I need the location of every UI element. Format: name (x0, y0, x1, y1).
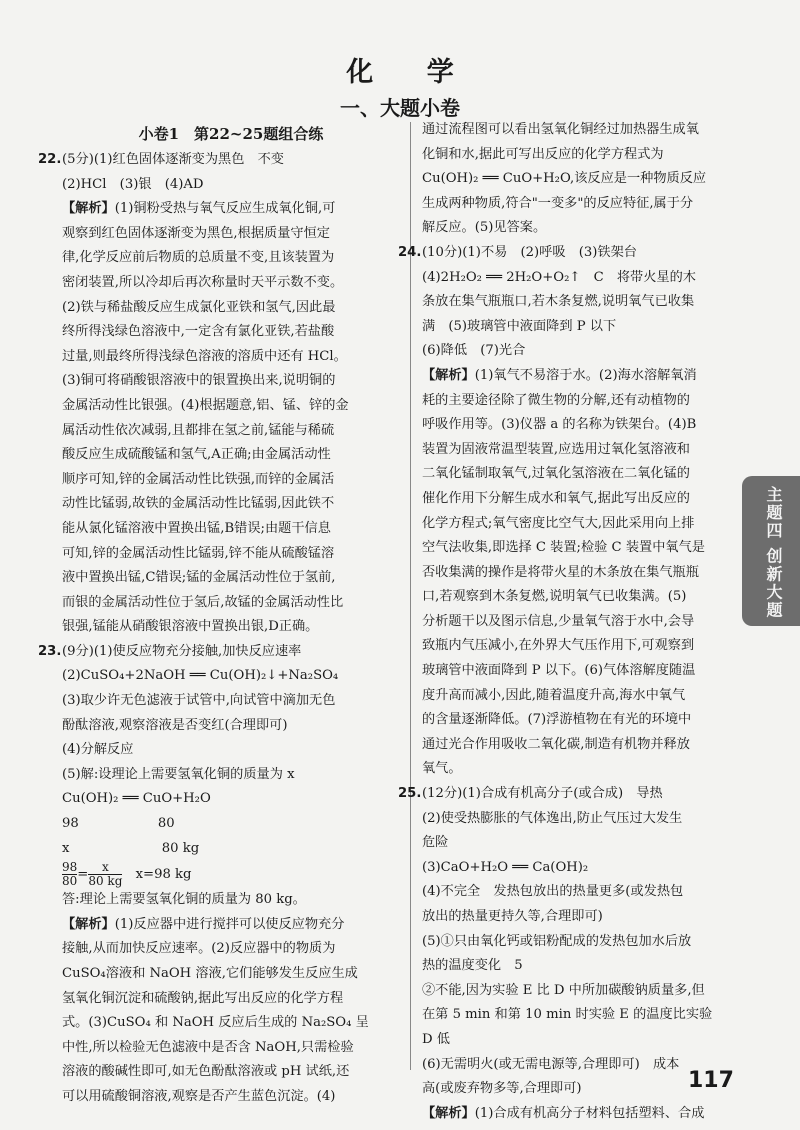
line-text: 律,化学反应前后物质的总质量不变,且该装置为 (62, 250, 335, 266)
line-text: (2)铁与稀盐酸反应生成氯化亚铁和氢气,因此最 (62, 299, 336, 315)
text-line (422, 389, 732, 414)
line-text: (9分)(1)使反应物充分接触,加快反应速率 (62, 643, 302, 659)
text-line (422, 1053, 732, 1078)
text-line (422, 290, 732, 315)
text-line (422, 143, 732, 168)
text-line (62, 443, 400, 468)
line-text: 空气法收集,即选择 C 装置;检验 C 装置中氧气是 (422, 540, 705, 556)
line-text: 放出的热量更持久等,合理即可) (422, 909, 603, 924)
text-line (422, 339, 732, 364)
line-text: (5)①只由氧化钙或铝粉配成的发热包加水后放 (422, 933, 692, 949)
fraction-denominator: 80 (62, 874, 78, 889)
question-number: 24. (398, 244, 422, 260)
line-text: 耗的主要途径除了微生物的分解,还有动植物的 (422, 392, 690, 408)
line-text: (1)氧气不易溶于水。(2)海水溶解氧消 (474, 367, 697, 383)
line-text: (10分)(1)不易 (2)呼吸 (3)铁架台 (422, 244, 637, 260)
text-line (422, 610, 732, 635)
line-text: (2)CuSO₄+2NaOH ══ Cu(OH)₂↓+Na₂SO₄ (62, 668, 339, 684)
left-column (38, 120, 400, 1110)
line-text: 解反应。(5)见答案。 (422, 220, 547, 236)
analysis-label: 【解析】 (62, 916, 115, 932)
line-text: 可以用硫酸铜溶液,观察是否产生蓝色沉淀。(4) (62, 1088, 336, 1104)
text-line (422, 585, 732, 610)
line-text: 液中置换出锰,C错误;锰的金属活动性位于氢前, (62, 570, 336, 586)
question-number: 25. (398, 786, 422, 802)
text-line (62, 1011, 400, 1036)
text-line (422, 315, 732, 340)
line-text: Cu(OH)₂ ══ CuO+H₂O,该反应是一种物质反应 (422, 171, 707, 187)
line-text: 金属活动性比银强。(4)根据题意,铝、锰、锌的金 (62, 397, 349, 413)
text-line (62, 615, 400, 640)
text-line (62, 173, 400, 198)
text-line (422, 880, 732, 905)
page-number: 117 (688, 1068, 734, 1093)
text-line (62, 296, 400, 321)
line-text: 观察到红色固体逐渐变为黑色,根据质量守恒定 (62, 225, 330, 241)
text-line (422, 192, 732, 217)
line-text: 顺序可知,锌的金属活动性比铁强,而锌的金属活 (62, 471, 335, 487)
line-text: 否收集满的操作是将带火星的木条放在集气瓶瓶 (422, 564, 699, 580)
line-text: (1)铜粉受热与氧气反应生成氧化铜,可 (114, 201, 336, 217)
text-line (422, 831, 732, 856)
text-line (62, 394, 400, 419)
line-text: 98 80 (62, 816, 175, 832)
line-text: (6)无需明火(或无需电源等,合理即可) 成本 (422, 1056, 680, 1072)
line-text: D 低 (422, 1031, 450, 1047)
line-text: 密闭装置,所以冷却后再次称量时天平示数不变。 (62, 274, 344, 290)
fraction-numerator: 98 (62, 860, 78, 875)
text-line (62, 738, 400, 763)
line-text: 氢氧化铜沉淀和硫酸钠,据此写出反应的化学方程 (62, 990, 344, 1006)
text-line (422, 1077, 732, 1102)
line-text: 生成两种物质,符合"一变多"的反应特征,属于分 (422, 195, 694, 211)
text-line (62, 861, 400, 888)
text-line (62, 492, 400, 517)
line-text: 装置为固液常温型装置,应选用过氧化氢溶液和 (422, 441, 690, 457)
text-line (62, 962, 400, 987)
page-title: 化 学 (346, 57, 476, 88)
text-line (422, 905, 732, 930)
line-text: 化学方程式;氧气密度比空气大,因此采用向上排 (422, 515, 695, 531)
side-tab-label: 主题四 创新大题 (764, 486, 783, 620)
line-text: 溶液的酸碱性即可,如无色酚酞溶液或 pH 试纸,还 (62, 1064, 350, 1080)
fraction-result: x=98 kg (122, 867, 192, 883)
text-line (422, 364, 732, 389)
text-line (422, 733, 732, 758)
text-line (62, 271, 400, 296)
line-text: 动性比锰弱,故铁的金属活动性比锰弱,因此铁不 (62, 496, 335, 512)
line-text: 能从氯化锰溶液中置换出锰,B错误;由题干信息 (62, 520, 331, 536)
left-lines (38, 148, 400, 1110)
line-text: (5)解:设理论上需要氢氧化铜的质量为 x (62, 766, 295, 782)
line-text: (3)取少许无色滤液于试管中,向试管中滴加无色 (62, 693, 336, 709)
line-text: 呼吸作用等。(3)仪器 a 的名称为铁架台。(4)B (422, 417, 697, 433)
text-line (398, 241, 732, 266)
text-line (62, 689, 400, 714)
line-text: 接触,从而加快反应速率。(2)反应器中的物质为 (62, 941, 336, 957)
fraction-numerator: x (88, 861, 122, 875)
text-line (422, 487, 732, 512)
text-line (62, 542, 400, 567)
line-text: 氧气。 (422, 761, 462, 777)
text-line (62, 937, 400, 962)
text-line (62, 1085, 400, 1110)
line-text: ②不能,因为实验 E 比 D 中所加碳酸钠质量多,但 (422, 982, 705, 998)
text-line (422, 1028, 732, 1053)
text-line (38, 148, 400, 173)
line-text: 在第 5 min 和第 10 min 时实验 E 的温度比实验 (422, 1007, 713, 1023)
text-line (62, 888, 400, 913)
line-text: (4)不完全 发热包放出的热量更多(或发热包 (422, 884, 684, 900)
text-line (422, 266, 732, 291)
line-text: 式。(3)CuSO₄ 和 NaOH 反应后生成的 Na₂SO₄ 呈 (62, 1015, 369, 1031)
analysis-label: 【解析】 (422, 1105, 475, 1121)
fraction (88, 861, 122, 888)
text-line (422, 930, 732, 955)
line-text: 危险 (422, 835, 449, 851)
text-line (62, 468, 400, 493)
line-text: 中性,所以检验无色滤液中是否含 NaOH,只需检验 (62, 1039, 354, 1055)
line-text: 答:理论上需要氢氧化铜的质量为 80 kg。 (62, 892, 306, 908)
right-lines (398, 118, 732, 1126)
line-text: (2)使受热膨胀的气体逸出,防止气压过大发生 (422, 810, 683, 826)
text-line (422, 1102, 732, 1127)
text-line (422, 536, 732, 561)
text-line (62, 419, 400, 444)
text-line (422, 118, 732, 143)
text-line (422, 462, 732, 487)
text-line (398, 782, 732, 807)
text-line (422, 856, 732, 881)
line-text: 条放在集气瓶瓶口,若木条复燃,说明氧气已收集 (422, 294, 695, 310)
line-text: 催化作用下分解生成水和氧气,据此写出反应的 (422, 490, 690, 506)
text-line (62, 837, 400, 862)
line-text: 玻璃管中液面降到 P 以下。(6)气体溶解度随温 (422, 663, 696, 679)
text-line (422, 634, 732, 659)
text-line (422, 757, 732, 782)
line-text: (5分)(1)红色固体逐渐变为黑色 不变 (62, 152, 284, 167)
text-line (62, 787, 400, 812)
line-text: 致瓶内气压减小,在外界大气压作用下,可观察到 (422, 638, 695, 654)
line-text: 二氧化锰制取氧气,过氧化氢溶液在二氧化锰的 (422, 466, 690, 482)
text-line (62, 763, 400, 788)
line-text: 高(或废弃物多等,合理即可) (422, 1081, 582, 1097)
subheading: 小卷1 第22~25题组合练 (138, 125, 324, 143)
text-line (62, 1036, 400, 1061)
line-text: 酚酞溶液,观察溶液是否变红(合理即可) (62, 717, 288, 733)
text-line (422, 438, 732, 463)
text-line (422, 954, 732, 979)
text-line (62, 1060, 400, 1085)
line-text: (4)2H₂O₂ ══ 2H₂O+O₂↑ C 将带火星的木 (422, 269, 696, 285)
line-text: 的含量逐渐降低。(7)浮游植物在有光的环境中 (422, 712, 692, 728)
line-text: 属活动性依次减弱,且都排在氢之前,锰能与稀硫 (62, 422, 335, 438)
line-text: 热的温度变化 5 (422, 958, 523, 974)
question-number: 22. (38, 152, 62, 167)
line-text: 可知,锌的金属活动性比锰弱,锌不能从硫酸锰溶 (62, 545, 335, 561)
text-line (62, 714, 400, 739)
line-text: (1)反应器中进行搅拌可以使反应物充分 (114, 916, 345, 932)
text-line (422, 1003, 732, 1028)
line-text: (3)CaO+H₂O ══ Ca(OH)₂ (422, 859, 589, 875)
text-line (62, 987, 400, 1012)
text-line (422, 216, 732, 241)
text-line (62, 197, 400, 222)
text-line (62, 664, 400, 689)
line-text: (1)合成有机高分子材料包括塑料、合成 (474, 1105, 705, 1121)
text-line (422, 979, 732, 1004)
text-line (62, 591, 400, 616)
line-text: 过量,则最终所得浅绿色溶液的溶质中还有 HCl。 (62, 348, 347, 364)
text-line (38, 640, 400, 665)
line-text: (3)铜可将硝酸银溶液中的银置换出来,说明铜的 (62, 373, 336, 389)
line-text: (4)分解反应 (62, 742, 134, 758)
analysis-label: 【解析】 (62, 201, 115, 217)
line-text: CuSO₄溶液和 NaOH 溶液,它们能够发生反应生成 (62, 966, 358, 981)
line-text: 终所得浅绿色溶液中,一定含有氯化亚铁,若盐酸 (62, 324, 335, 340)
line-text: (6)降低 (7)光合 (422, 343, 526, 359)
text-line (422, 708, 732, 733)
line-text: 口,若观察到木条复燃,说明氧气已收集满。(5) (422, 589, 687, 605)
section-heading: 一、大题小卷 (340, 96, 460, 120)
text-line (422, 561, 732, 586)
text-line (62, 913, 400, 938)
line-text: 酸反应生成硫酸锰和氢气,A正确;由金属活动性 (62, 447, 331, 463)
text-line (62, 566, 400, 591)
line-text: 分析题干以及图示信息,少量氧气溶于水中,会导 (422, 613, 695, 629)
line-text: (2)HCl (3)银 (4)AD (62, 176, 204, 192)
fraction-denominator: 80 kg (88, 874, 123, 889)
line-text: 而银的金属活动性位于氢后,故锰的金属活动性比 (62, 594, 344, 610)
text-line (62, 222, 400, 247)
text-line (62, 369, 400, 394)
fraction (62, 861, 77, 888)
text-line (422, 413, 732, 438)
line-text: 度升高而减小,因此,随着温度升高,海水中氧气 (422, 687, 686, 703)
text-line (62, 812, 400, 837)
line-text: Cu(OH)₂ ══ CuO+H₂O (62, 791, 211, 807)
text-line (422, 167, 732, 192)
analysis-label: 【解析】 (422, 367, 475, 383)
line-text: 满 (5)玻璃管中液面降到 P 以下 (422, 318, 617, 334)
text-line (62, 345, 400, 370)
text-line (62, 320, 400, 345)
line-text: 银强,锰能从硝酸银溶液中置换出银,D正确。 (62, 619, 319, 635)
text-line (62, 517, 400, 542)
text-line (422, 659, 732, 684)
line-text: 化铜和水,据此可写出反应的化学方程式为 (422, 146, 664, 162)
line-text: 通过光合作用吸收二氧化碳,制造有机物并释放 (422, 736, 690, 752)
text-line (422, 512, 732, 537)
line-text: 通过流程图可以看出氢氧化铜经过加热器生成氧 (422, 122, 699, 137)
equals-sign: = (77, 867, 89, 883)
line-text: (12分)(1)合成有机高分子(或合成) 导热 (422, 786, 663, 802)
question-number: 23. (38, 643, 62, 659)
line-text: x 80 kg (62, 840, 200, 856)
right-column (398, 118, 732, 1126)
text-line (62, 246, 400, 271)
text-line (422, 807, 732, 832)
text-line (422, 684, 732, 709)
